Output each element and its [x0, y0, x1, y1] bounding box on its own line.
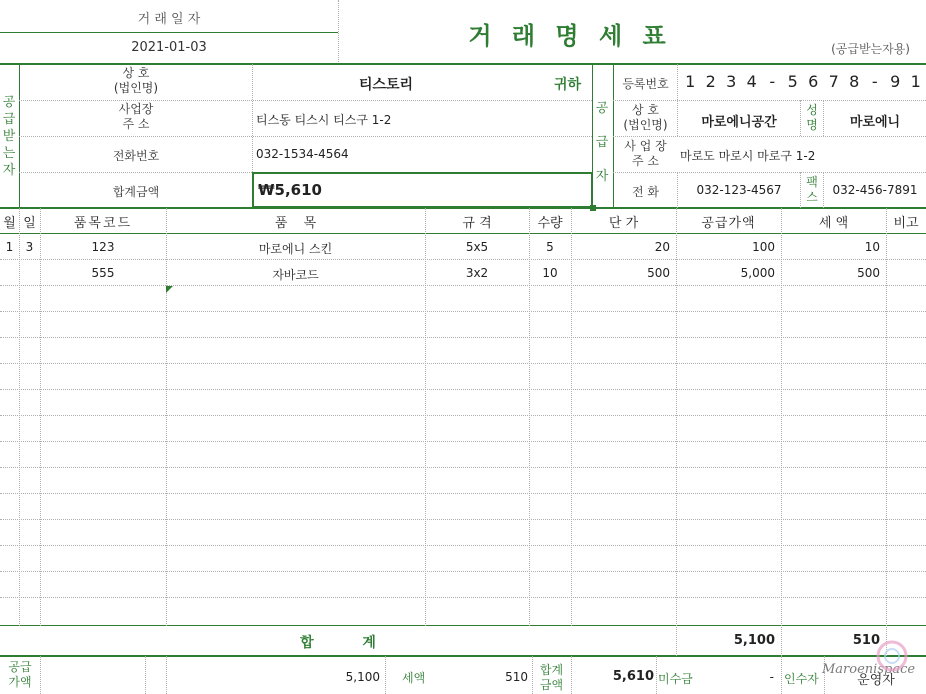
supplier-phone[interactable]: 032-123-4567: [696, 183, 782, 197]
owner-label: 성 명: [806, 103, 818, 132]
fill-handle-icon: [590, 205, 596, 211]
col-tax: 세 액: [818, 216, 849, 231]
footer-unpaid-label: 미수금: [658, 672, 693, 686]
cell-spec[interactable]: 5x5: [465, 240, 489, 254]
supplier-name-label: 상 호 (법인명): [623, 103, 668, 132]
supplier-side-label: 공 급 자: [595, 101, 609, 184]
cell-day[interactable]: 3: [25, 240, 34, 254]
supplier-phone-label: 전 화: [632, 185, 659, 199]
cell-qty[interactable]: 5: [546, 240, 554, 254]
cell-item[interactable]: 마로에니 스킨: [258, 242, 333, 256]
supplier-owner[interactable]: 마로에니: [849, 115, 901, 130]
col-qty: 수량: [537, 216, 563, 231]
supplier-name[interactable]: 마로에니공간: [701, 115, 777, 130]
footer-supply-label: 공급 가액: [8, 660, 32, 689]
recipient-side-label: 공 급 받 는 자: [2, 95, 16, 178]
supplier-fax[interactable]: 032-456-7891: [832, 183, 918, 197]
error-indicator-icon: [166, 286, 173, 293]
watermark-circle-icon: [874, 638, 910, 674]
recipient-honorific: 귀하: [554, 77, 582, 93]
recipient-phone-label: 전화번호: [112, 149, 160, 163]
total-amount[interactable]: ₩5,610: [258, 181, 322, 199]
footer-tax[interactable]: 510: [505, 670, 528, 684]
totals-label: 합 계: [300, 635, 376, 651]
date-label: 거 래 일 자: [137, 12, 201, 27]
cell-qty[interactable]: 10: [542, 266, 558, 280]
cell-code[interactable]: 123: [91, 240, 115, 254]
totals-supply[interactable]: 5,100: [733, 633, 775, 648]
cell-supply[interactable]: 5,000: [740, 266, 775, 280]
totals-tax[interactable]: 510: [852, 633, 880, 648]
col-month: 월: [3, 216, 16, 231]
total-amount-label: 합계금액: [112, 185, 160, 199]
registration-label: 등록번호: [622, 77, 669, 91]
cell-spec[interactable]: 3x2: [465, 266, 489, 280]
col-unit-price: 단 가: [608, 216, 639, 231]
cell-month[interactable]: 1: [5, 240, 14, 254]
supplier-address-label: 사 업 장 주 소: [624, 139, 667, 168]
footer-tax-label: 세액: [402, 671, 426, 685]
footer-sum[interactable]: 5,610: [612, 669, 654, 684]
page-title: 거 래 명 세 표: [468, 22, 672, 50]
recipient-phone[interactable]: 032-1534-4564: [256, 147, 349, 161]
footer-receiver[interactable]: 운영자: [857, 673, 895, 688]
col-item: 품 목: [274, 216, 317, 231]
footer-unpaid[interactable]: -: [769, 670, 774, 684]
recipient-address[interactable]: 티스동 티스시 티스구 1-2: [256, 113, 392, 127]
fax-label: 팩 스: [806, 175, 818, 204]
copy-type: (공급받는자용): [831, 42, 910, 56]
supplier-address[interactable]: 마로도 마로시 마로구 1-2: [680, 149, 816, 163]
footer-supply[interactable]: 5,100: [345, 670, 380, 684]
footer-sum-label: 합계 금액: [539, 663, 564, 692]
col-code: 품목코드: [73, 216, 133, 231]
cell-item[interactable]: 자바코드: [272, 268, 319, 282]
col-note: 비고: [893, 216, 919, 231]
col-day: 일: [23, 216, 36, 231]
col-supply: 공급가액: [701, 216, 756, 231]
watermark: Maroenispace: [822, 662, 916, 677]
footer-receiver-label: 인수자: [784, 672, 819, 686]
cell-tax[interactable]: 500: [857, 266, 880, 280]
registration-number[interactable]: 1 2 3 4 - 5 6 7 8 - 9 1: [685, 72, 921, 91]
recipient-name[interactable]: 티스토리: [358, 77, 414, 93]
col-spec: 규 격: [462, 216, 492, 231]
recipient-name-label: 상 호 (법인명): [113, 66, 159, 95]
recipient-address-label: 사업장 주 소: [118, 102, 154, 131]
cell-tax[interactable]: 10: [864, 240, 880, 254]
cell-unit-price[interactable]: 500: [647, 266, 670, 280]
cell-supply[interactable]: 100: [752, 240, 775, 254]
cell-code[interactable]: 555: [91, 266, 115, 280]
cell-unit-price[interactable]: 20: [654, 240, 670, 254]
date-value[interactable]: 2021-01-03: [131, 40, 207, 55]
